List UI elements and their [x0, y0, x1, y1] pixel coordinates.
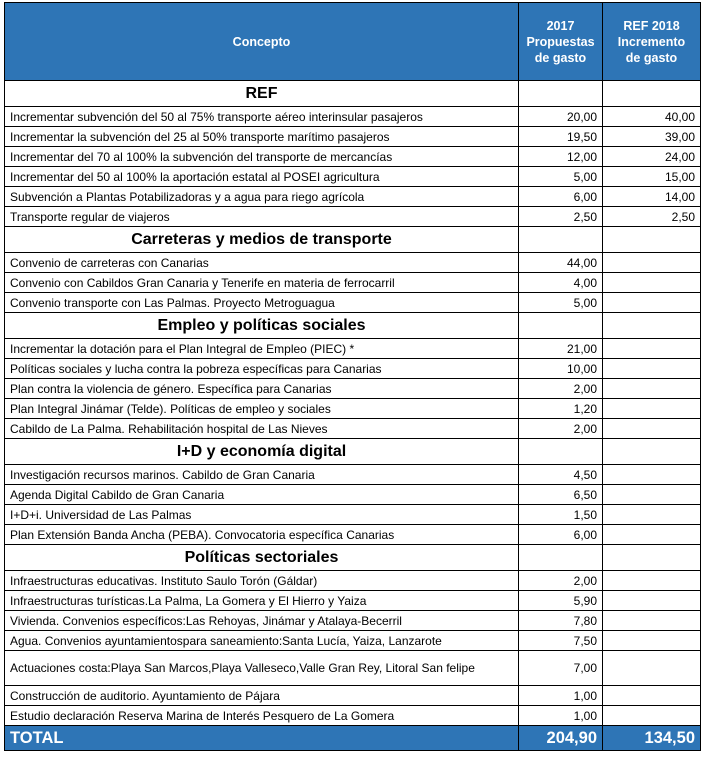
empty-cell [603, 81, 701, 107]
propuestas-2017-cell: 1,00 [519, 686, 603, 706]
table-row [5, 419, 701, 439]
table-row [5, 273, 701, 293]
concepto-cell: Investigación recursos marinos. Cabildo de Gran Canaria [5, 465, 519, 485]
header-col2-line2: Propuestas [526, 34, 595, 49]
header-ref-2018-incremento [603, 3, 701, 81]
concepto-cell: Plan Integral Jinámar (Telde). Políticas de empleo y sociales [5, 399, 519, 419]
table-row [5, 611, 701, 631]
table-row [5, 293, 701, 313]
empty-cell [519, 545, 603, 571]
ref-2018-cell: 40,00 [603, 107, 701, 127]
section-row-carreteras [5, 227, 701, 253]
table-row [5, 359, 701, 379]
concepto-cell: Incrementar la subvención del 25 al 50% transporte marítimo pasajeros [5, 127, 519, 147]
ref-2018-cell [603, 706, 701, 726]
concepto-cell: Convenio transporte con Las Palmas. Proyecto Metroguagua [5, 293, 519, 313]
empty-cell [519, 313, 603, 339]
propuestas-2017-cell: 20,00 [519, 107, 603, 127]
empty-cell [603, 545, 701, 571]
propuestas-2017-cell: 44,00 [519, 253, 603, 273]
propuestas-2017-cell: 1,00 [519, 706, 603, 726]
section-row-politicas-sectoriales [5, 545, 701, 571]
total-propuestas-2017: 204,90 [519, 726, 603, 751]
table-row [5, 127, 701, 147]
table-row [5, 571, 701, 591]
concepto-cell: Plan Extensión Banda Ancha (PEBA). Convocatoria específica Canarias [5, 525, 519, 545]
propuestas-2017-cell: 2,00 [519, 571, 603, 591]
ref-2018-cell [603, 399, 701, 419]
table-row [5, 706, 701, 726]
ref-2018-cell [603, 419, 701, 439]
total-ref-2018: 134,50 [603, 726, 701, 751]
header-concepto-label: Concepto [232, 34, 291, 49]
table-row [5, 485, 701, 505]
propuestas-2017-cell: 12,00 [519, 147, 603, 167]
ref-2018-cell [603, 591, 701, 611]
ref-2018-cell [603, 651, 701, 686]
propuestas-2017-cell: 4,00 [519, 273, 603, 293]
ref-2018-cell [603, 253, 701, 273]
propuestas-2017-cell: 2,50 [519, 207, 603, 227]
header-col3-line1: REF 2018 [623, 18, 680, 33]
ref-2018-cell [603, 359, 701, 379]
concepto-cell: Vivienda. Convenios específicos:Las Rehoyas, Jinámar y Atalaya-Becerril [5, 611, 519, 631]
section-row-ref [5, 81, 701, 107]
table-body [5, 81, 701, 751]
section-title: Políticas sectoriales [5, 545, 519, 571]
empty-cell [603, 227, 701, 253]
propuestas-2017-cell: 1,20 [519, 399, 603, 419]
empty-cell [603, 313, 701, 339]
propuestas-2017-cell: 19,50 [519, 127, 603, 147]
propuestas-2017-cell: 5,90 [519, 591, 603, 611]
header-col2-line3: de gasto [534, 50, 587, 65]
header-col2-line1: 2017 [546, 18, 575, 33]
concepto-cell: Incrementar la dotación para el Plan Integral de Empleo (PIEC) * [5, 339, 519, 359]
table-row [5, 379, 701, 399]
ref-2018-cell: 39,00 [603, 127, 701, 147]
header-col3-line3: de gasto [625, 50, 678, 65]
section-title: I+D y economía digital [5, 439, 519, 465]
empty-cell [519, 439, 603, 465]
ref-2018-cell [603, 273, 701, 293]
ref-2018-cell [603, 485, 701, 505]
concepto-cell: Incrementar subvención del 50 al 75% transporte aéreo interinsular pasajeros [5, 107, 519, 127]
ref-2018-cell [603, 686, 701, 706]
table-row [5, 207, 701, 227]
propuestas-2017-cell: 7,80 [519, 611, 603, 631]
table-row [5, 167, 701, 187]
table-row [5, 686, 701, 706]
section-title: Empleo y políticas sociales [5, 313, 519, 339]
concepto-cell: Plan contra la violencia de género. Específica para Canarias [5, 379, 519, 399]
ref-2018-cell [603, 525, 701, 545]
propuestas-2017-cell: 6,00 [519, 187, 603, 207]
header-2017-propuestas [519, 3, 603, 81]
table-row [5, 651, 701, 686]
ref-2018-cell: 2,50 [603, 207, 701, 227]
propuestas-2017-cell: 5,00 [519, 167, 603, 187]
table-row [5, 107, 701, 127]
ref-2018-cell [603, 631, 701, 651]
section-title: REF [5, 81, 519, 107]
propuestas-2017-cell: 1,50 [519, 505, 603, 525]
propuestas-2017-cell: 6,00 [519, 525, 603, 545]
header-col3-line2: Incremento [617, 34, 686, 49]
table-row [5, 339, 701, 359]
concepto-cell: Estudio declaración Reserva Marina de Interés Pesquero de La Gomera [5, 706, 519, 726]
concepto-cell: Convenio con Cabildos Gran Canaria y Tenerife en materia de ferrocarril [5, 273, 519, 293]
budget-table [4, 2, 701, 751]
ref-2018-cell [603, 571, 701, 591]
table-row [5, 253, 701, 273]
ref-2018-cell [603, 293, 701, 313]
concepto-cell: Infraestructuras turísticas.La Palma, La Gomera y El Hierro y Yaiza [5, 591, 519, 611]
propuestas-2017-cell: 21,00 [519, 339, 603, 359]
concepto-cell: I+D+i. Universidad de Las Palmas [5, 505, 519, 525]
table-row [5, 147, 701, 167]
table-row [5, 525, 701, 545]
propuestas-2017-cell: 7,50 [519, 631, 603, 651]
ref-2018-cell [603, 339, 701, 359]
ref-2018-cell: 15,00 [603, 167, 701, 187]
concepto-cell: Cabildo de La Palma. Rehabilitación hospital de Las Nieves [5, 419, 519, 439]
concepto-cell: Incrementar del 70 al 100% la subvención del transporte de mercancías [5, 147, 519, 167]
concepto-cell: Convenio de carreteras con Canarias [5, 253, 519, 273]
total-label: TOTAL [5, 726, 519, 751]
empty-cell [519, 81, 603, 107]
table-row [5, 465, 701, 485]
table-row [5, 631, 701, 651]
concepto-cell: Actuaciones costa:Playa San Marcos,Playa Valleseco,Valle Gran Rey, Litoral San felipe [5, 651, 519, 686]
table-row [5, 505, 701, 525]
concepto-cell: Subvención a Plantas Potabilizadoras y a agua para riego agrícola [5, 187, 519, 207]
propuestas-2017-cell: 2,00 [519, 379, 603, 399]
ref-2018-cell [603, 505, 701, 525]
concepto-cell: Incrementar del 50 al 100% la aportación estatal al POSEI agricultura [5, 167, 519, 187]
propuestas-2017-cell: 10,00 [519, 359, 603, 379]
table-row [5, 399, 701, 419]
propuestas-2017-cell: 4,50 [519, 465, 603, 485]
concepto-cell: Políticas sociales y lucha contra la pobreza específicas para Canarias [5, 359, 519, 379]
total-row [5, 726, 701, 751]
table-row [5, 187, 701, 207]
ref-2018-cell [603, 465, 701, 485]
section-row-i-d [5, 439, 701, 465]
propuestas-2017-cell: 5,00 [519, 293, 603, 313]
empty-cell [519, 227, 603, 253]
empty-cell [603, 439, 701, 465]
concepto-cell: Transporte regular de viajeros [5, 207, 519, 227]
propuestas-2017-cell: 6,50 [519, 485, 603, 505]
table-row [5, 591, 701, 611]
section-title: Carreteras y medios de transporte [5, 227, 519, 253]
concepto-cell: Agenda Digital Cabildo de Gran Canaria [5, 485, 519, 505]
section-row-empleo [5, 313, 701, 339]
propuestas-2017-cell: 7,00 [519, 651, 603, 686]
ref-2018-cell: 14,00 [603, 187, 701, 207]
propuestas-2017-cell: 2,00 [519, 419, 603, 439]
concepto-cell: Agua. Convenios ayuntamientospara saneamiento:Santa Lucía, Yaiza, Lanzarote [5, 631, 519, 651]
header-row [5, 3, 701, 81]
ref-2018-cell [603, 379, 701, 399]
concepto-cell: Infraestructuras educativas. Instituto Saulo Torón (Gáldar) [5, 571, 519, 591]
header-concepto [5, 3, 519, 81]
ref-2018-cell: 24,00 [603, 147, 701, 167]
concepto-cell: Construcción de auditorio. Ayuntamiento de Pájara [5, 686, 519, 706]
ref-2018-cell [603, 611, 701, 631]
